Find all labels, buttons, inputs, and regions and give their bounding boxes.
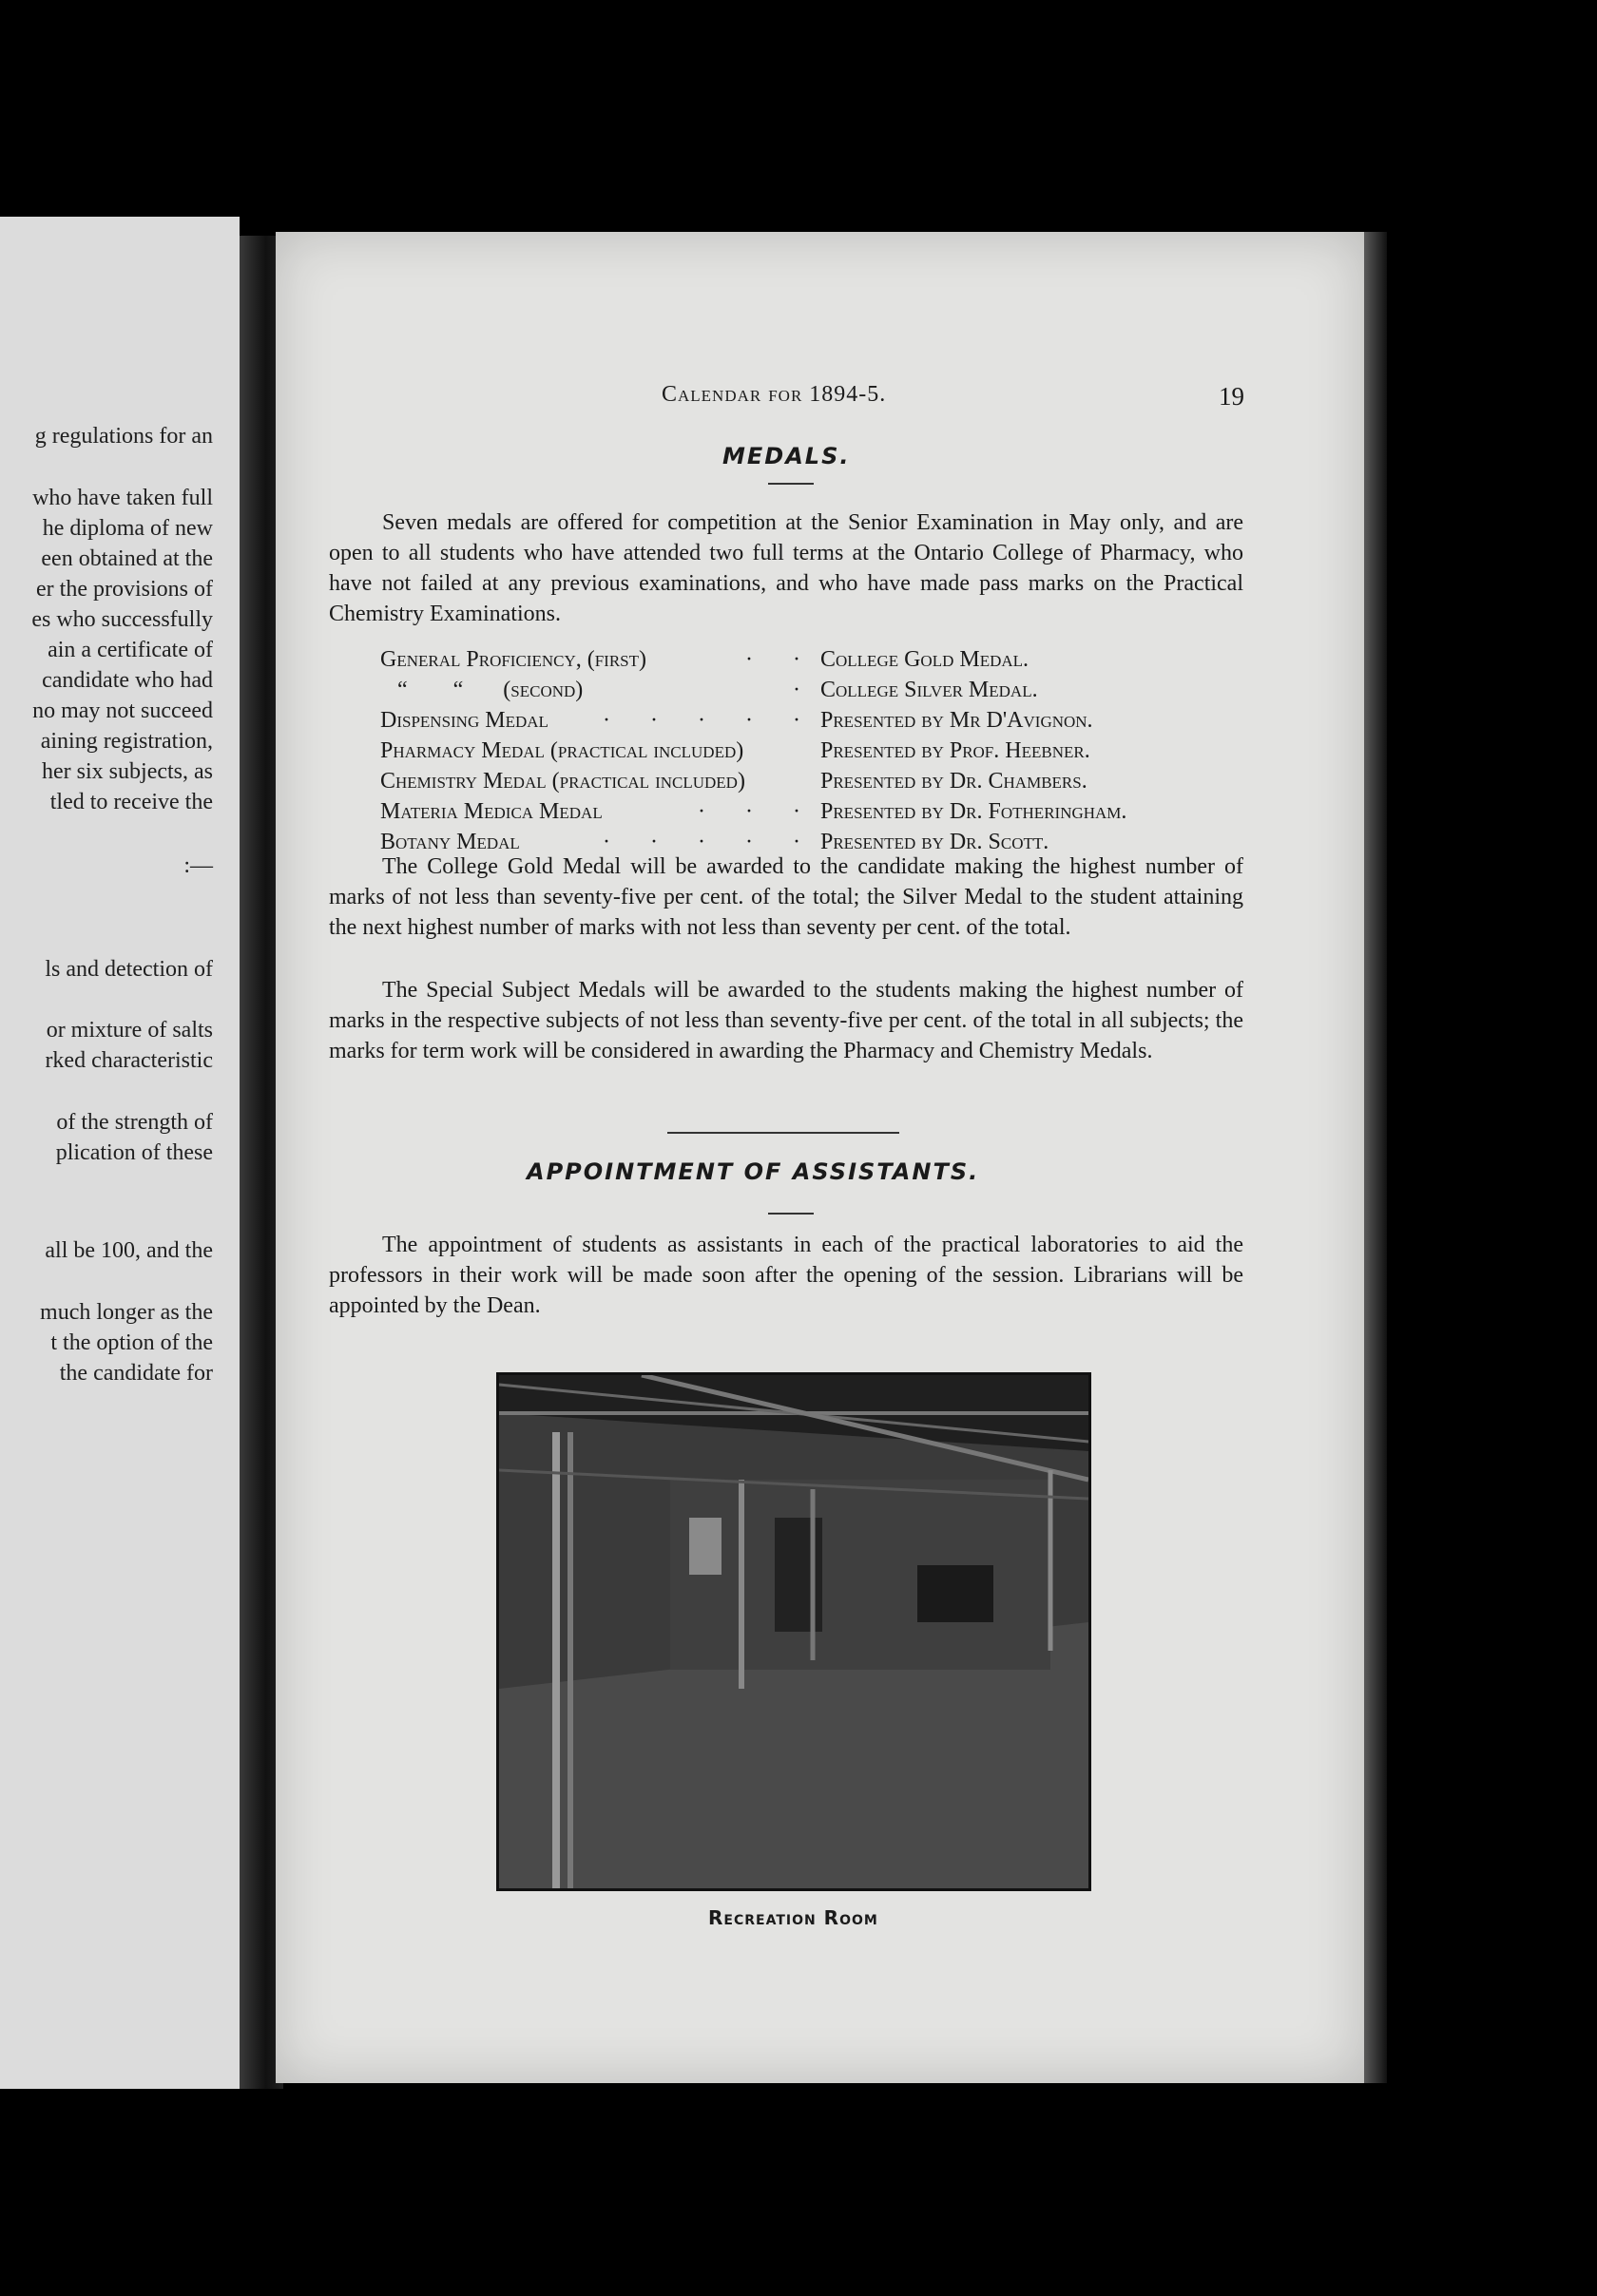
- medals-intro-text: Seven medals are offered for competition at the Senior Examination in May only, and are open to all students who have attended two full terms at the Ontario College of Pharmacy, who have not failed at any previous examinations, and who have made pass marks on the Practical Chemistry Examinations.: [329, 510, 1243, 626]
- left-page-line: no may not succeed: [32, 698, 213, 723]
- medal-name: “ “ (second): [380, 678, 584, 702]
- medal-name: Botany Medal: [380, 830, 520, 854]
- left-page-line: aining registration,: [40, 729, 213, 754]
- medal-row: [380, 644, 1236, 675]
- left-page-line: :—: [183, 853, 213, 878]
- recreation-room-illustration: [499, 1375, 1088, 1888]
- medal-award: Presented by Dr. Scott.: [820, 830, 1049, 854]
- medal-name: Dispensing Medal: [380, 708, 548, 733]
- leader-dots: · ·: [745, 647, 818, 672]
- left-page-line: ain a certificate of: [48, 638, 213, 662]
- assistants-text: The appointment of students as assistants in each of the practical laboratories to aid the professors in their work will be made soon after the opening of the session. Librarians will be appointed by the Dean.: [329, 1233, 1243, 1318]
- medal-award: College Gold Medal.: [820, 647, 1029, 672]
- medal-award: Presented by Dr. Fotheringham.: [820, 799, 1127, 824]
- left-page-line: of the strength of: [56, 1110, 213, 1135]
- left-page-line: er the provisions of: [36, 577, 213, 602]
- assistants-title: APPOINTMENT OF ASSISTANTS.: [527, 1158, 980, 1185]
- title-rule: [768, 1213, 814, 1215]
- medal-row: [380, 736, 1236, 766]
- medal-name: General Proficiency, (first): [380, 647, 647, 672]
- leader-dots: · · ·: [698, 799, 818, 824]
- medal-row: [380, 766, 1236, 796]
- special-medal-text: The Special Subject Medals will be awarded to the students making the highest number of marks in the respective subjects of not less than seventy-five per cent. of the total in all subjects; the marks for term work will be considered in awarding the Pharmacy and Chemistry Medals.: [329, 978, 1243, 1063]
- medal-name: Pharmacy Medal (practical included): [380, 738, 744, 763]
- recreation-room-photo: [496, 1372, 1091, 1891]
- left-page-line: the candidate for: [59, 1361, 213, 1386]
- left-page-line: he diploma of new: [42, 516, 213, 541]
- medal-award: Presented by Mr D'Avignon.: [820, 708, 1093, 733]
- page-edge: [1364, 232, 1387, 2083]
- special-medal-paragraph: [329, 975, 1243, 1066]
- medal-row: [380, 705, 1236, 736]
- left-facing-page: [0, 217, 240, 2089]
- left-page-line: candidate who had: [42, 668, 213, 693]
- left-page-line: rked characteristic: [45, 1048, 213, 1073]
- left-page-line: much longer as the: [40, 1300, 213, 1325]
- section-divider: [667, 1132, 899, 1134]
- left-page-line: tled to receive the: [49, 790, 213, 814]
- left-page-line: her six subjects, as: [42, 759, 213, 784]
- left-page-line: g regulations for an: [34, 424, 213, 449]
- left-page-line: all be 100, and the: [45, 1238, 213, 1263]
- medal-award: Presented by Dr. Chambers.: [820, 769, 1087, 794]
- title-rule: [768, 483, 814, 485]
- leader-dots: · · · · ·: [603, 830, 818, 854]
- medal-name: Materia Medica Medal: [380, 799, 603, 824]
- page-19: [276, 232, 1364, 2083]
- left-page-line: es who successfully: [31, 607, 213, 632]
- running-head: Calendar for 1894-5.: [662, 382, 887, 407]
- medal-row: [380, 796, 1236, 827]
- page-number: 19: [1219, 382, 1244, 411]
- medals-intro-paragraph: [329, 507, 1243, 629]
- left-page-line: plication of these: [55, 1140, 213, 1165]
- left-page-line: ls and detection of: [45, 957, 213, 982]
- gold-medal-paragraph: [329, 851, 1243, 943]
- medal-name: Chemistry Medal (practical included): [380, 769, 745, 794]
- medal-award: College Silver Medal.: [820, 678, 1038, 702]
- medals-title: MEDALS.: [722, 443, 851, 469]
- left-page-line: who have taken full: [32, 486, 213, 510]
- leader-dots: ·: [793, 678, 818, 702]
- photo-caption: Recreation Room: [708, 1906, 878, 1929]
- left-page-line: t the option of the: [50, 1330, 213, 1355]
- left-page-line: een obtained at the: [41, 546, 213, 571]
- medal-award: Presented by Prof. Heebner.: [820, 738, 1090, 763]
- leader-dots: · · · · ·: [603, 708, 818, 733]
- left-page-line: or mixture of salts: [46, 1018, 213, 1043]
- medal-row: [380, 675, 1236, 705]
- assistants-paragraph: [329, 1230, 1243, 1321]
- gold-medal-text: The College Gold Medal will be awarded to the candidate making the highest number of marks of not less than seventy-five per cent. of the total; the Silver Medal to the student attaining the next highest number of marks with not less than seventy per cent. of the total.: [329, 854, 1243, 940]
